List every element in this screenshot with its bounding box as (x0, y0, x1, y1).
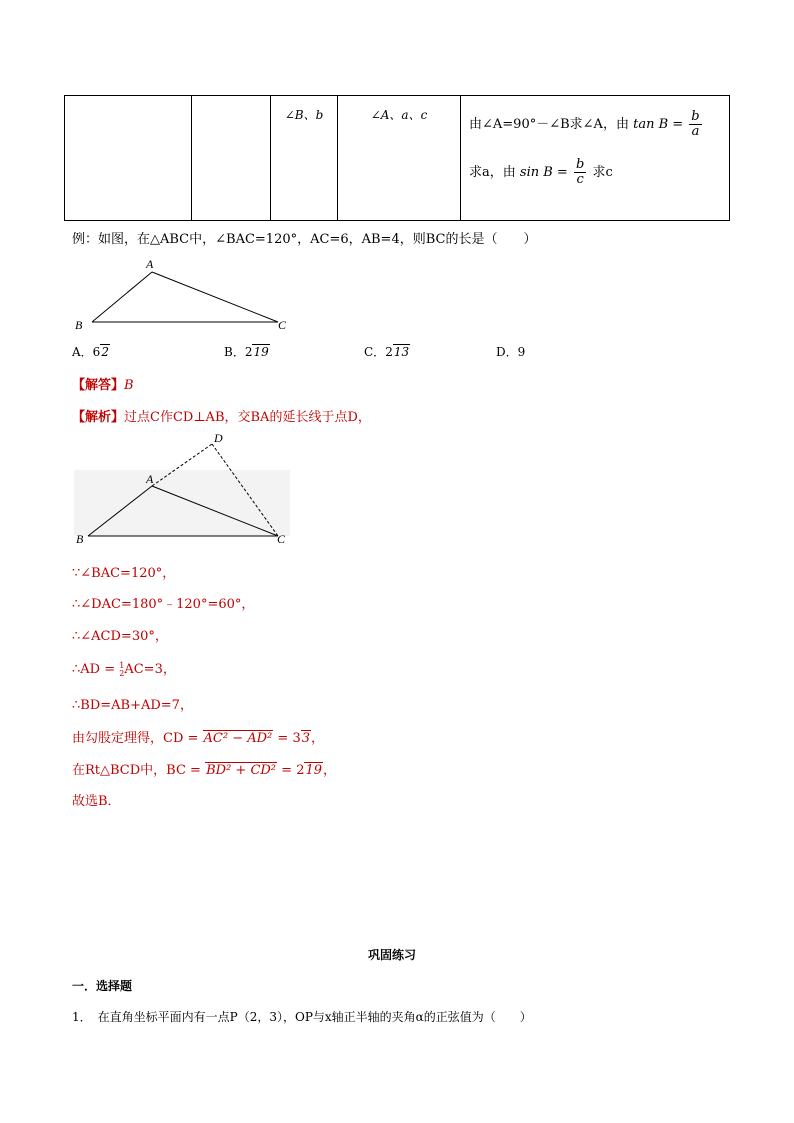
step-cd-text: 由勾股定理得，CD = (72, 731, 199, 746)
step-2: ∴∠DAC=180°﹣120°=60°， (72, 597, 255, 612)
option-b-coef: 2 (244, 345, 253, 359)
fig2-label-b: B (76, 532, 84, 546)
fig1-label-b: B (75, 318, 83, 332)
tan-denominator: a (691, 124, 700, 139)
step-bc (72, 759, 336, 778)
step-bc-root2: 19 (305, 763, 323, 778)
step-ad-rest: AC=3， (124, 662, 176, 677)
option-d-value: 9 (517, 345, 526, 359)
sin-fraction (574, 158, 586, 188)
half-denominator: 2 (119, 668, 125, 678)
option-a-letter: A． (72, 345, 93, 359)
tan-fraction (689, 110, 701, 140)
fig2-label-d: D (214, 431, 223, 445)
option-c-coef: 2 (385, 345, 393, 359)
tan-numerator: b (691, 108, 700, 124)
option-c-root: 13 (393, 345, 410, 359)
analysis-tag: 【解析】 (72, 410, 125, 425)
rule-line-1 (469, 108, 729, 142)
fig1-side-ac (152, 272, 278, 322)
fig2-label-a: A (146, 472, 154, 486)
fig1-label-c: C (278, 318, 287, 332)
option-d (496, 343, 525, 360)
step-ad (72, 658, 176, 677)
fig2-label-c: C (277, 532, 286, 546)
table-cell-empty-1 (65, 96, 192, 221)
practice-heading: 巩固练习 (368, 948, 417, 962)
step-cd-end: ， (311, 731, 325, 746)
half-numerator: 1 (119, 661, 125, 671)
step-cd-root2: 3 (301, 731, 310, 746)
option-b-letter: B． (224, 345, 245, 359)
sin-numerator: b (575, 156, 585, 172)
sin-label: sin B = (519, 165, 568, 180)
answer-line (72, 374, 134, 393)
analysis-text: 过点C作CD⊥AB，交BA的延长线于点D， (124, 410, 371, 425)
answer-value: B (124, 378, 134, 393)
step-1: ∵∠BAC=120°， (72, 566, 176, 581)
fig2-background (74, 470, 290, 536)
option-c-letter: C． (364, 345, 386, 359)
example-question: 例：如图，在△ABC中，∠BAC=120°，AC=6，AB=4，则BC的长是（ ） (72, 232, 537, 247)
step-bc-end: ， (323, 763, 337, 778)
step-bc-text: 在Rt△BCD中，BC = (72, 763, 201, 778)
table-cell-solution-rule (461, 96, 730, 221)
fig1-label-a: A (146, 257, 154, 271)
option-c (364, 343, 410, 360)
option-a (72, 343, 110, 360)
rule-text-1: 由∠A=90°－∠B求∠A，由 (469, 117, 629, 132)
step-bc-eq: = 2 (281, 763, 305, 778)
section-heading: 一．选择题 (72, 979, 133, 993)
step-cd (72, 727, 324, 746)
table-cell-known-2: ∠A、a、c (338, 96, 461, 221)
fig1-side-ab (92, 272, 152, 322)
step-cd-root: AC² − AD² (203, 731, 273, 746)
rule-text-3: 求c (592, 165, 613, 180)
rule-text-2: 求a，由 (469, 165, 516, 180)
table-cell-empty-2 (192, 96, 271, 221)
step-3: ∴∠ACD=30°， (72, 629, 168, 644)
answer-tag: 【解答】 (72, 378, 125, 393)
step-cd-eq: = 3 (277, 731, 301, 746)
step-bd: ∴BD=AB+AD=7， (72, 698, 193, 713)
rule-line-2 (469, 156, 729, 190)
option-d-letter: D． (496, 345, 518, 359)
option-a-root: 2 (101, 345, 109, 359)
step-ad-text: ∴AD = (72, 662, 116, 677)
sin-denominator: c (576, 172, 584, 187)
option-b (224, 343, 270, 360)
triangle-figure-2 (70, 428, 300, 548)
option-a-coef: 6 (92, 345, 101, 359)
summary-table (64, 95, 730, 221)
analysis-line (72, 406, 371, 425)
tan-label: tan B = (633, 117, 684, 132)
step-bc-root: BD² + CD² (206, 763, 277, 778)
triangle-figure-1 (70, 252, 300, 334)
option-b-root: 19 (253, 345, 269, 359)
question-1: 1． 在直角坐标平面内有一点P（2，3），OP与x轴正半轴的夹角α的正弦值为（ ） (72, 1010, 532, 1024)
conclusion: 故选B． (72, 794, 121, 809)
table-cell-known: ∠B、b (271, 96, 338, 221)
